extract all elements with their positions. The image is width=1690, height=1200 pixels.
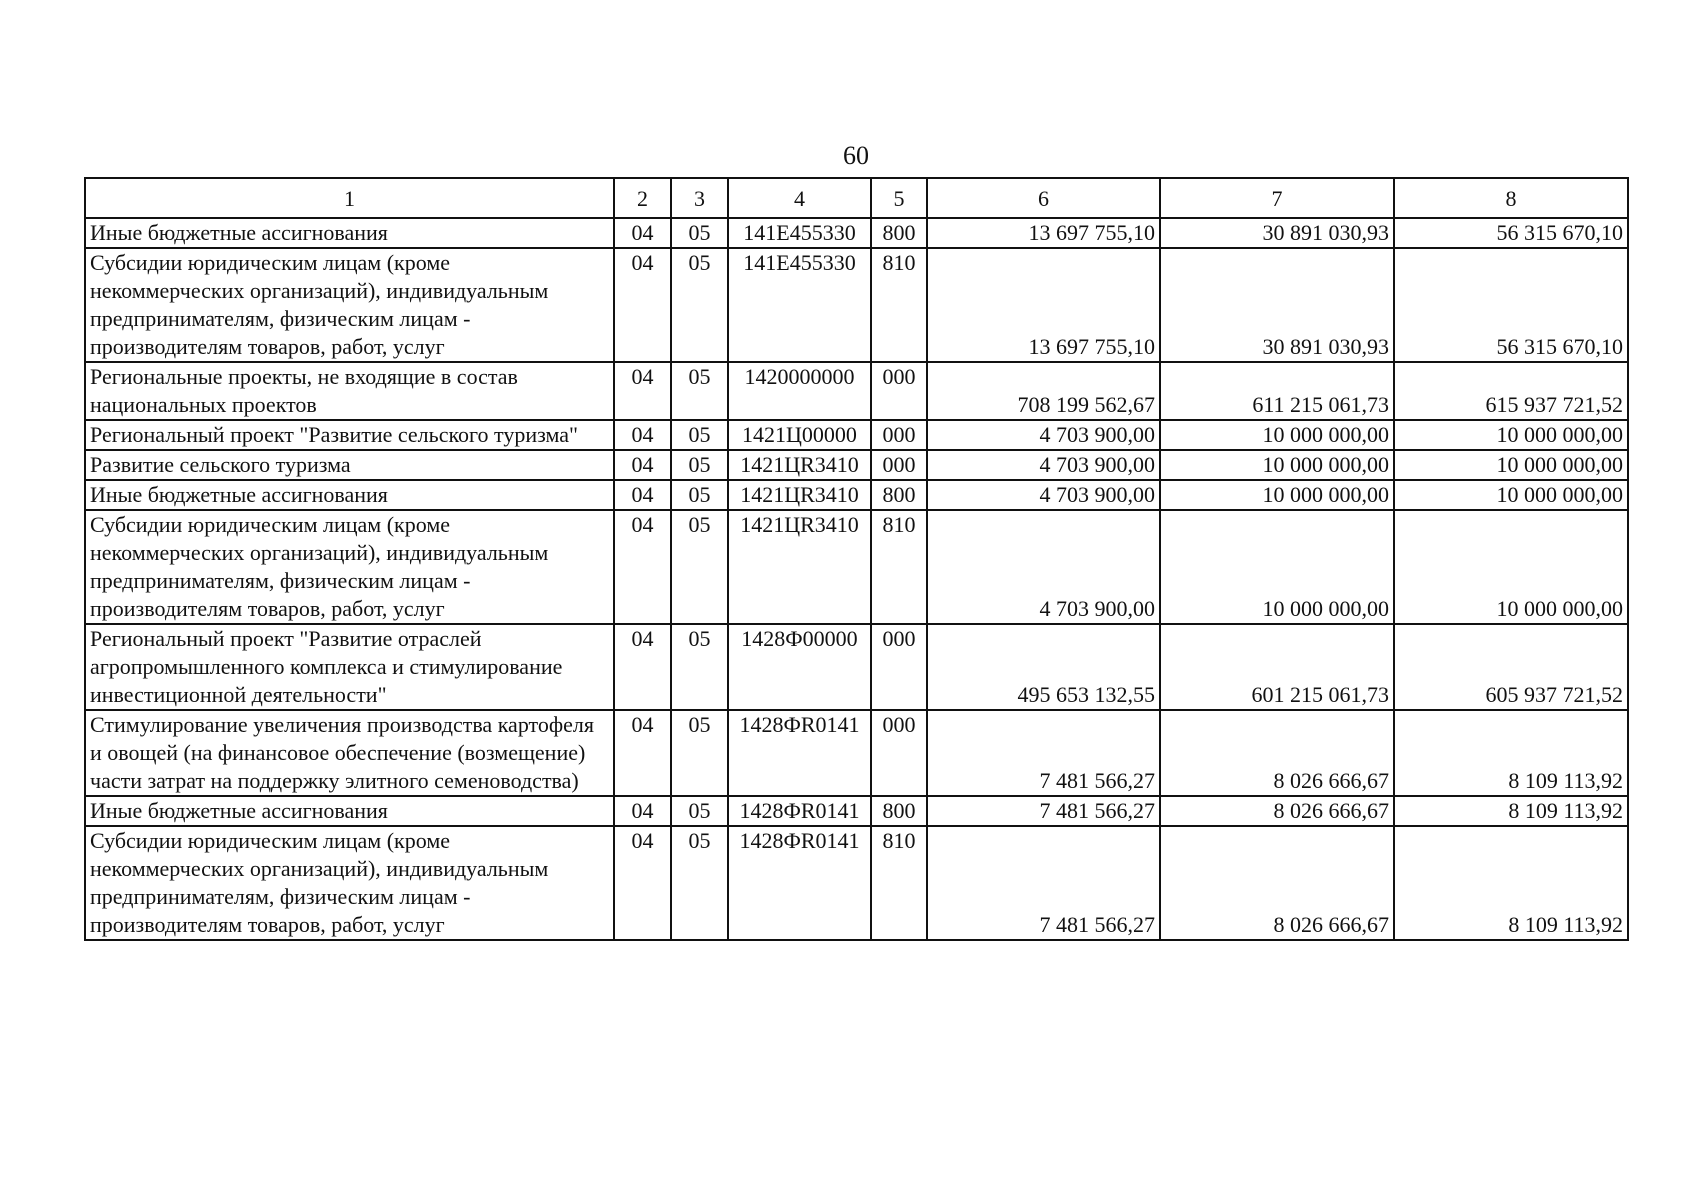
subsection-code-cell: 05 (671, 510, 728, 624)
amount-col7-cell: 611 215 061,73 (1160, 362, 1394, 420)
target-article-cell: 1421ЦR3410 (728, 450, 871, 480)
target-article-cell: 141Е455330 (728, 218, 871, 248)
table-row (85, 362, 1628, 420)
expense-type-cell: 000 (871, 420, 927, 450)
expense-type-cell: 000 (871, 624, 927, 710)
table-row (85, 248, 1628, 362)
target-article-cell: 1428ФR0141 (728, 796, 871, 826)
target-article-cell: 1428ФR0141 (728, 710, 871, 796)
amount-col6-cell: 495 653 132,55 (927, 624, 1160, 710)
amount-col6-cell: 7 481 566,27 (927, 796, 1160, 826)
header-row (85, 178, 1628, 218)
row-name-cell: Региональный проект "Развитие сельского туризма" (85, 420, 614, 450)
table-row (85, 796, 1628, 826)
subsection-code-cell: 05 (671, 450, 728, 480)
section-code-cell: 04 (614, 796, 671, 826)
expense-type-cell: 810 (871, 248, 927, 362)
amount-col6-cell: 708 199 562,67 (927, 362, 1160, 420)
row-name-cell: Региональный проект "Развитие отраслей агропромышленного комплекса и стимулирование инвестиционной деятельности" (85, 624, 614, 710)
amount-col8-cell: 8 109 113,92 (1394, 826, 1628, 940)
amount-col8-cell: 56 315 670,10 (1394, 248, 1628, 362)
amount-col8-cell: 56 315 670,10 (1394, 218, 1628, 248)
section-code-cell: 04 (614, 624, 671, 710)
row-name-cell: Развитие сельского туризма (85, 450, 614, 480)
row-name-cell: Субсидии юридическим лицам (кроме некоммерческих организаций), индивидуальным предпринимателям, физическим лицам - производителям товаров, работ, услуг (85, 510, 614, 624)
amount-col8-cell: 8 109 113,92 (1394, 796, 1628, 826)
amount-col7-cell: 10 000 000,00 (1160, 510, 1394, 624)
amount-col8-cell: 8 109 113,92 (1394, 710, 1628, 796)
amount-col8-cell: 605 937 721,52 (1394, 624, 1628, 710)
section-code-cell: 04 (614, 420, 671, 450)
subsection-code-cell: 05 (671, 218, 728, 248)
amount-col7-cell: 8 026 666,67 (1160, 796, 1394, 826)
subsection-code-cell: 05 (671, 796, 728, 826)
row-name-cell: Иные бюджетные ассигнования (85, 218, 614, 248)
amount-col7-cell: 30 891 030,93 (1160, 248, 1394, 362)
row-name-cell: Стимулирование увеличения производства картофеля и овощей (на финансовое обеспечение (возмещение) части затрат на поддержку элитного семеноводства) (85, 710, 614, 796)
amount-col8-cell: 615 937 721,52 (1394, 362, 1628, 420)
table-row (85, 480, 1628, 510)
row-name-cell: Иные бюджетные ассигнования (85, 796, 614, 826)
amount-col7-cell: 10 000 000,00 (1160, 420, 1394, 450)
table-row (85, 624, 1628, 710)
section-code-cell: 04 (614, 362, 671, 420)
table-row (85, 826, 1628, 940)
row-name-cell: Региональные проекты, не входящие в состав национальных проектов (85, 362, 614, 420)
amount-col6-cell: 4 703 900,00 (927, 420, 1160, 450)
expense-type-cell: 810 (871, 510, 927, 624)
expense-type-cell: 800 (871, 218, 927, 248)
amount-col6-cell: 7 481 566,27 (927, 826, 1160, 940)
column-header: 7 (1160, 178, 1394, 218)
amount-col6-cell: 13 697 755,10 (927, 248, 1160, 362)
row-name-cell: Субсидии юридическим лицам (кроме некоммерческих организаций), индивидуальным предпринимателям, физическим лицам - производителям товаров, работ, услуг (85, 248, 614, 362)
expense-type-cell: 810 (871, 826, 927, 940)
table-row (85, 218, 1628, 248)
column-header: 3 (671, 178, 728, 218)
column-header: 2 (614, 178, 671, 218)
amount-col8-cell: 10 000 000,00 (1394, 450, 1628, 480)
target-article-cell: 1421ЦR3410 (728, 510, 871, 624)
expense-type-cell: 800 (871, 796, 927, 826)
amount-col6-cell: 13 697 755,10 (927, 218, 1160, 248)
expense-type-cell: 000 (871, 450, 927, 480)
section-code-cell: 04 (614, 510, 671, 624)
amount-col6-cell: 4 703 900,00 (927, 510, 1160, 624)
target-article-cell: 1428Ф00000 (728, 624, 871, 710)
subsection-code-cell: 05 (671, 480, 728, 510)
subsection-code-cell: 05 (671, 362, 728, 420)
target-article-cell: 1428ФR0141 (728, 826, 871, 940)
page-number: 60 (843, 141, 869, 170)
section-code-cell: 04 (614, 826, 671, 940)
amount-col7-cell: 601 215 061,73 (1160, 624, 1394, 710)
amount-col7-cell: 8 026 666,67 (1160, 826, 1394, 940)
row-name-cell: Иные бюджетные ассигнования (85, 480, 614, 510)
section-code-cell: 04 (614, 218, 671, 248)
section-code-cell: 04 (614, 450, 671, 480)
expense-type-cell: 000 (871, 362, 927, 420)
column-header: 1 (85, 178, 614, 218)
amount-col6-cell: 7 481 566,27 (927, 710, 1160, 796)
amount-col8-cell: 10 000 000,00 (1394, 510, 1628, 624)
table-row (85, 420, 1628, 450)
expense-type-cell: 000 (871, 710, 927, 796)
section-code-cell: 04 (614, 710, 671, 796)
target-article-cell: 141Е455330 (728, 248, 871, 362)
subsection-code-cell: 05 (671, 420, 728, 450)
subsection-code-cell: 05 (671, 710, 728, 796)
subsection-code-cell: 05 (671, 826, 728, 940)
table-row (85, 710, 1628, 796)
amount-col7-cell: 8 026 666,67 (1160, 710, 1394, 796)
amount-col7-cell: 10 000 000,00 (1160, 450, 1394, 480)
row-name-cell: Субсидии юридическим лицам (кроме некоммерческих организаций), индивидуальным предпринимателям, физическим лицам - производителям товаров, работ, услуг (85, 826, 614, 940)
amount-col6-cell: 4 703 900,00 (927, 480, 1160, 510)
table-row (85, 450, 1628, 480)
budget-table (84, 177, 1629, 941)
subsection-code-cell: 05 (671, 624, 728, 710)
amount-col8-cell: 10 000 000,00 (1394, 480, 1628, 510)
column-header: 8 (1394, 178, 1628, 218)
amount-col7-cell: 10 000 000,00 (1160, 480, 1394, 510)
section-code-cell: 04 (614, 248, 671, 362)
amount-col6-cell: 4 703 900,00 (927, 450, 1160, 480)
expense-type-cell: 800 (871, 480, 927, 510)
column-header: 6 (927, 178, 1160, 218)
target-article-cell: 1420000000 (728, 362, 871, 420)
subsection-code-cell: 05 (671, 248, 728, 362)
amount-col8-cell: 10 000 000,00 (1394, 420, 1628, 450)
column-header: 5 (871, 178, 927, 218)
column-header: 4 (728, 178, 871, 218)
table-row (85, 510, 1628, 624)
target-article-cell: 1421Ц00000 (728, 420, 871, 450)
section-code-cell: 04 (614, 480, 671, 510)
amount-col7-cell: 30 891 030,93 (1160, 218, 1394, 248)
target-article-cell: 1421ЦR3410 (728, 480, 871, 510)
